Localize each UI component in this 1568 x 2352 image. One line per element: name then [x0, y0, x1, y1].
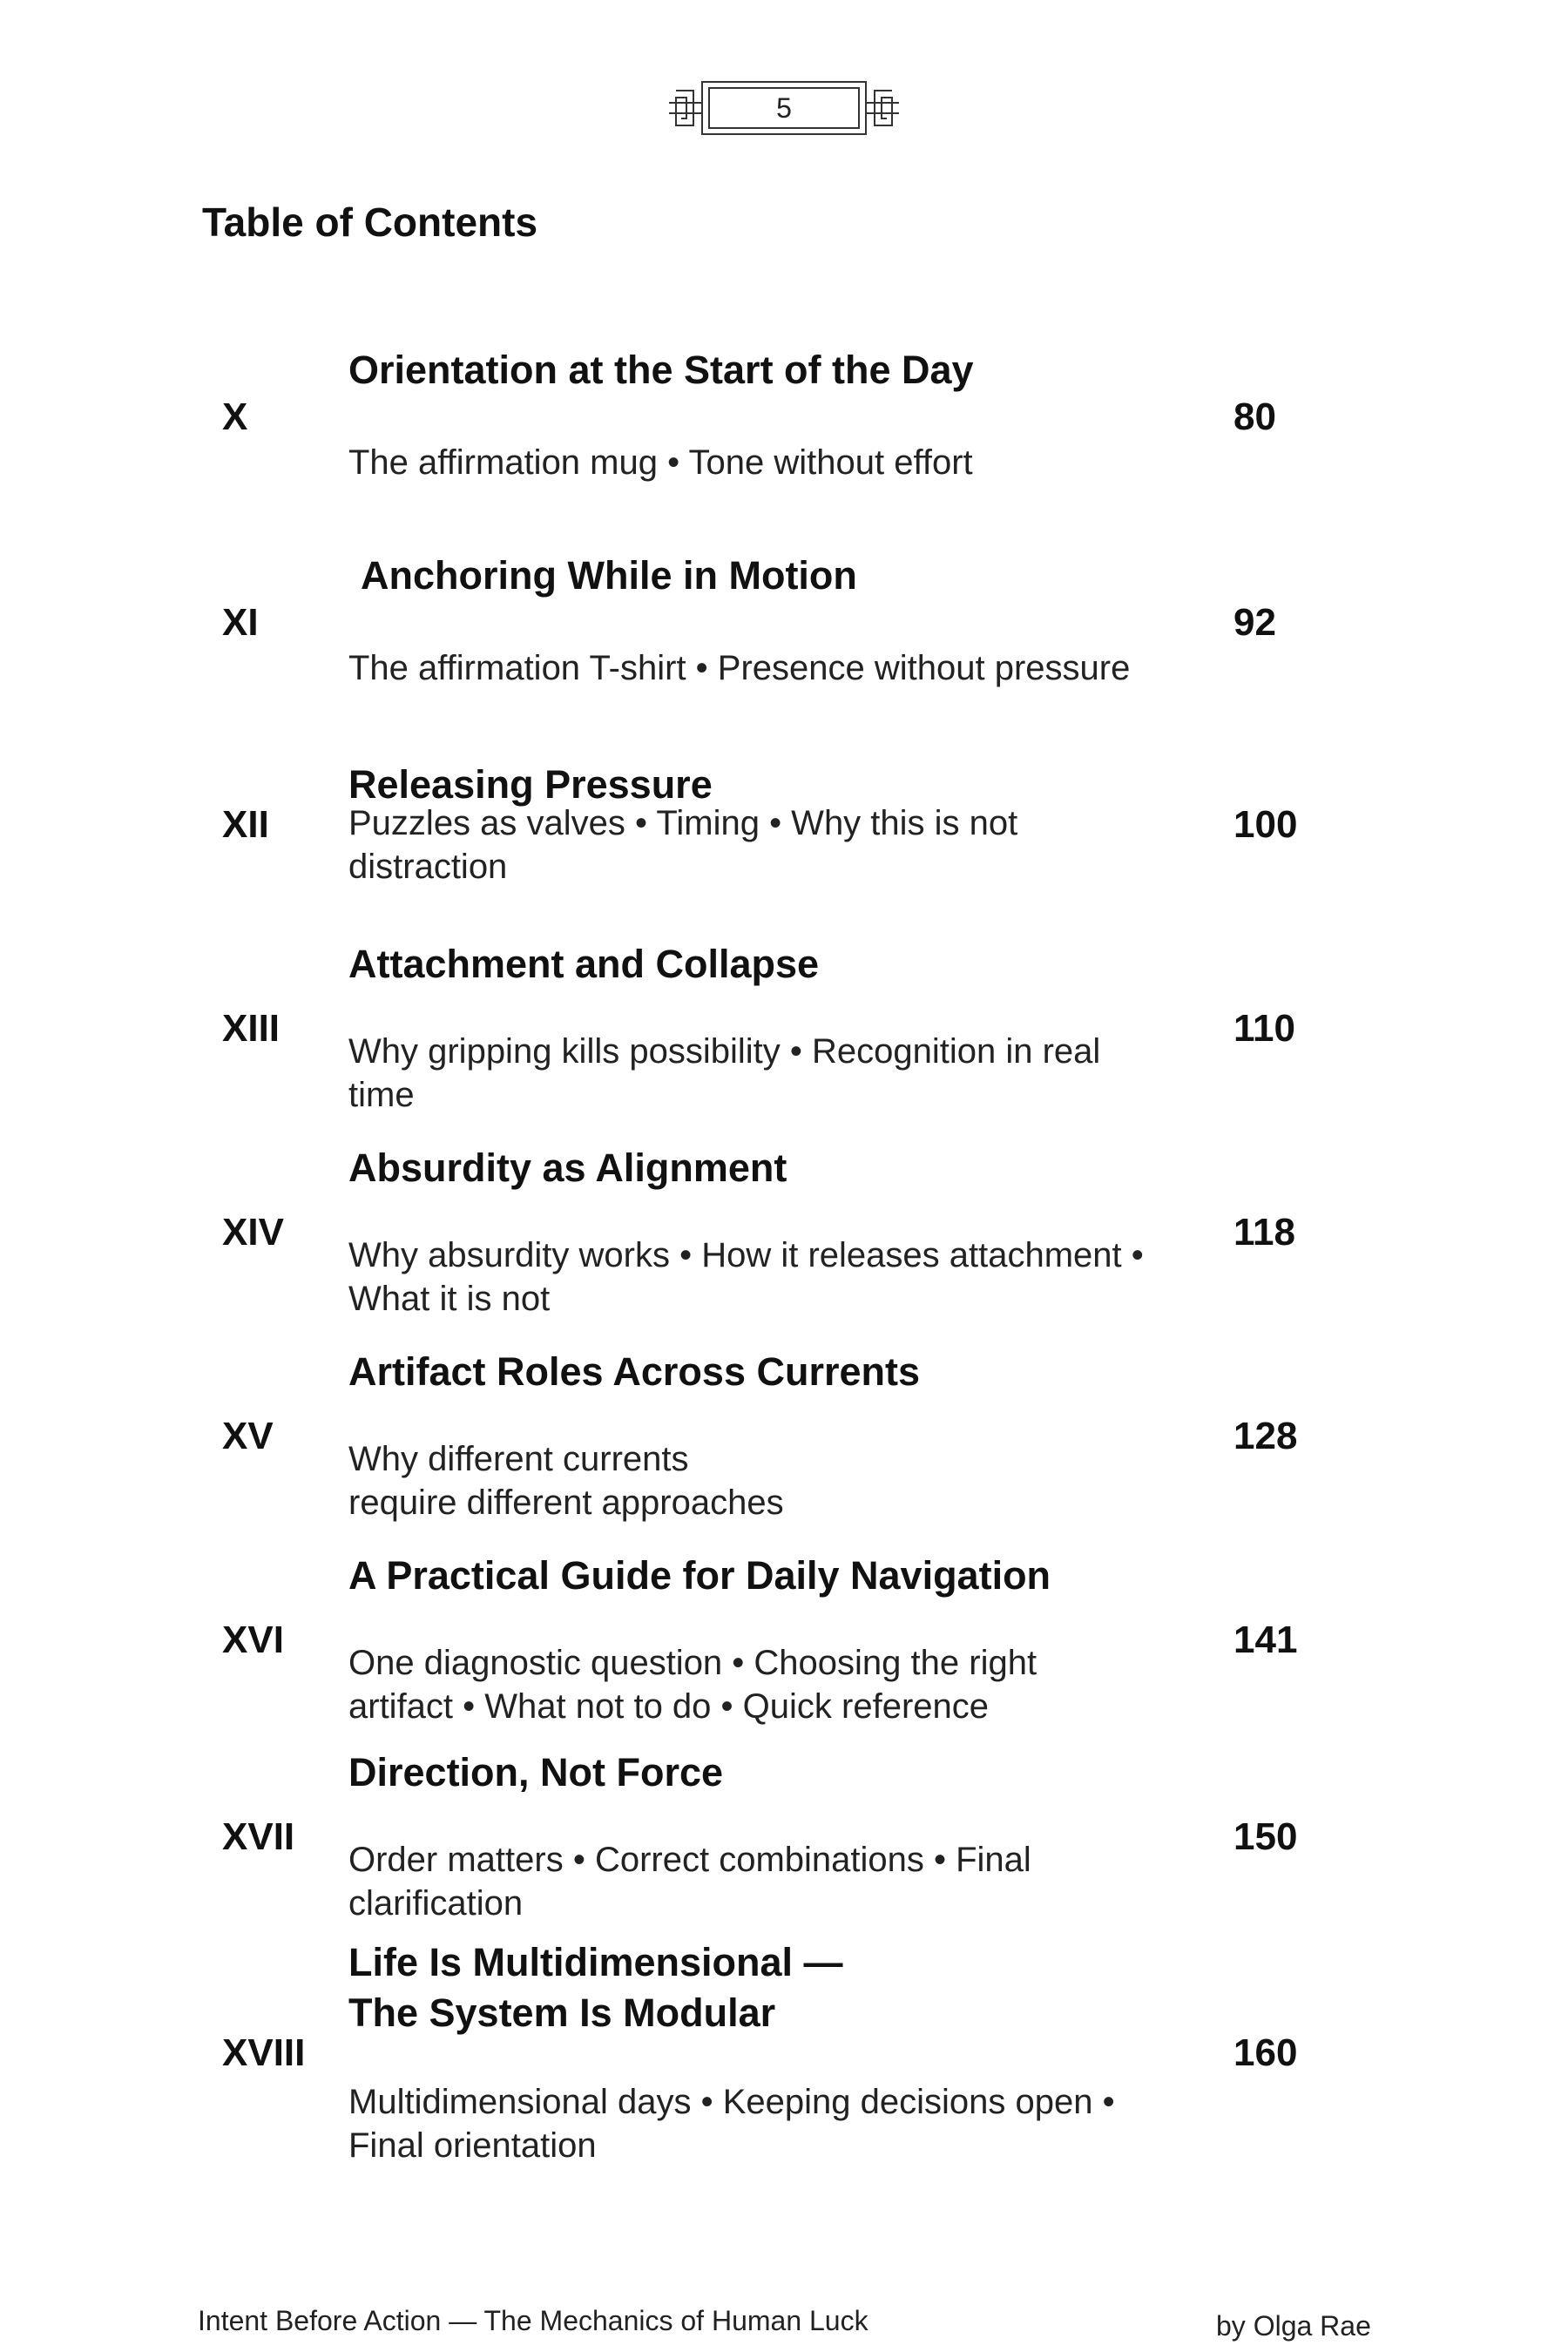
page-number-ornament	[664, 77, 904, 139]
chapter-title: Anchoring While in Motion	[361, 553, 857, 598]
page-reference: 92	[1233, 601, 1276, 644]
page-reference: 141	[1233, 1619, 1298, 1661]
chapter-topics: The affirmation mug • Tone without effort	[348, 443, 973, 482]
chapter-number: XVI	[222, 1619, 284, 1661]
chapter-title: Releasing Pressure	[348, 762, 713, 807]
chapter-number: XV	[222, 1415, 274, 1457]
chapter-topics: Why absurdity works • How it releases attachment • What it is not	[348, 1236, 1144, 1318]
page-reference: 160	[1233, 2031, 1298, 2074]
chapter-title: Orientation at the Start of the Day	[348, 348, 974, 392]
chapter-title: Absurdity as Alignment	[348, 1146, 787, 1190]
chapter-number: XIII	[222, 1007, 280, 1050]
chapter-title: A Practical Guide for Daily Navigation	[348, 1553, 1051, 1598]
chapter-number: XIV	[222, 1211, 284, 1254]
chapter-title: Life Is Multidimensional — The System Is Modular	[348, 1940, 843, 2035]
toc-heading: Table of Contents	[202, 199, 538, 245]
chapter-topics: One diagnostic question • Choosing the right artifact • What not to do • Quick reference	[348, 1644, 1037, 1726]
page-reference: 100	[1233, 803, 1298, 846]
chapter-topics: Puzzles as valves • Timing • Why this is not distraction	[348, 804, 1018, 886]
chapter-number: X	[222, 395, 248, 438]
footer-author: by Olga Rae	[1216, 2310, 1371, 2342]
page-number: 5	[776, 92, 792, 124]
chapter-topics: Why gripping kills possibility • Recognition in real time	[348, 1032, 1101, 1114]
footer-book-title: Intent Before Action — The Mechanics of Human Luck	[198, 2305, 868, 2336]
page-reference: 118	[1233, 1211, 1295, 1254]
chapter-number: XI	[222, 601, 259, 644]
chapter-topics: Multidimensional days • Keeping decisions open • Final orientation	[348, 2083, 1115, 2165]
chapter-topics: Order matters • Correct combinations • Final clarification	[348, 1841, 1031, 1923]
chapter-number: XVII	[222, 1815, 295, 1858]
chapter-number: XII	[222, 803, 269, 846]
chapter-title: Direction, Not Force	[348, 1750, 724, 1794]
page-reference: 110	[1233, 1007, 1295, 1050]
page-reference: 80	[1233, 395, 1276, 438]
chapter-title: Attachment and Collapse	[348, 942, 820, 986]
chapter-title: Artifact Roles Across Currents	[348, 1349, 921, 1394]
page-reference: 128	[1233, 1415, 1298, 1457]
chapter-number: XVIII	[222, 2031, 306, 2074]
page-reference: 150	[1233, 1815, 1298, 1858]
chapter-topics: Why different currents require different approaches	[348, 1440, 784, 1522]
chapter-topics: The affirmation T-shirt • Presence without pressure	[348, 649, 1131, 687]
